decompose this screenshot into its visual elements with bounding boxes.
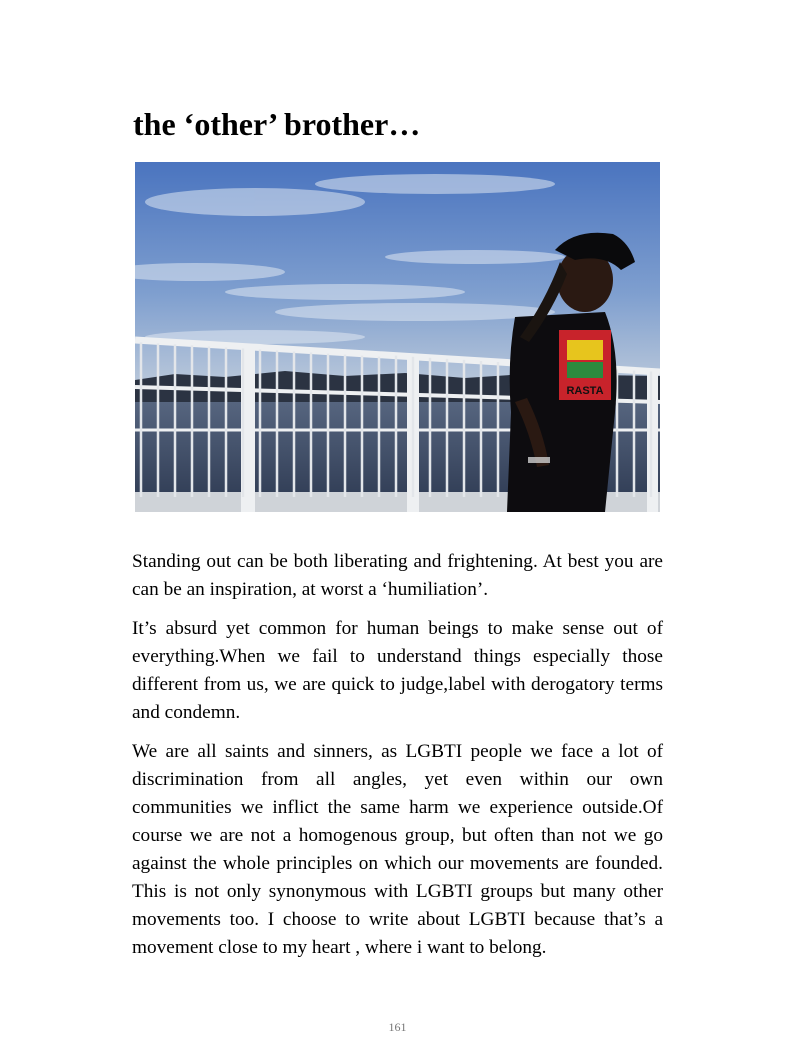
- paragraph: It’s absurd yet common for human beings to make sense out of everything.When we fail to understand things especially those different from us, we are quick to judge,label with derogatory terms and condemn.: [132, 618, 663, 723]
- shirt-text: RASTA: [566, 385, 604, 397]
- body-text: [132, 548, 663, 973]
- page-number: 161: [388, 1020, 407, 1034]
- paragraph: Standing out can be both liberating and frightening. At best you are can be an inspiration, at worst a ‘humiliation’.: [132, 551, 663, 600]
- paragraph: We are all saints and sinners, as LGBTI people we face a lot of discrimination from all angles, yet even within our own communities we inflict the same harm we experience outside.Of course we are not a homogenous group, but often than not we go against the whole principles on which our movements are founded. This is not only synonymous with LGBTI groups but many other movements too. I choose to write about LGBTI because that’s a movement close to my heart , where i want to belong.: [132, 741, 663, 958]
- photo-illustration: [135, 162, 660, 512]
- page-title: the ‘other’ brother…: [133, 106, 421, 142]
- photo: [135, 162, 660, 512]
